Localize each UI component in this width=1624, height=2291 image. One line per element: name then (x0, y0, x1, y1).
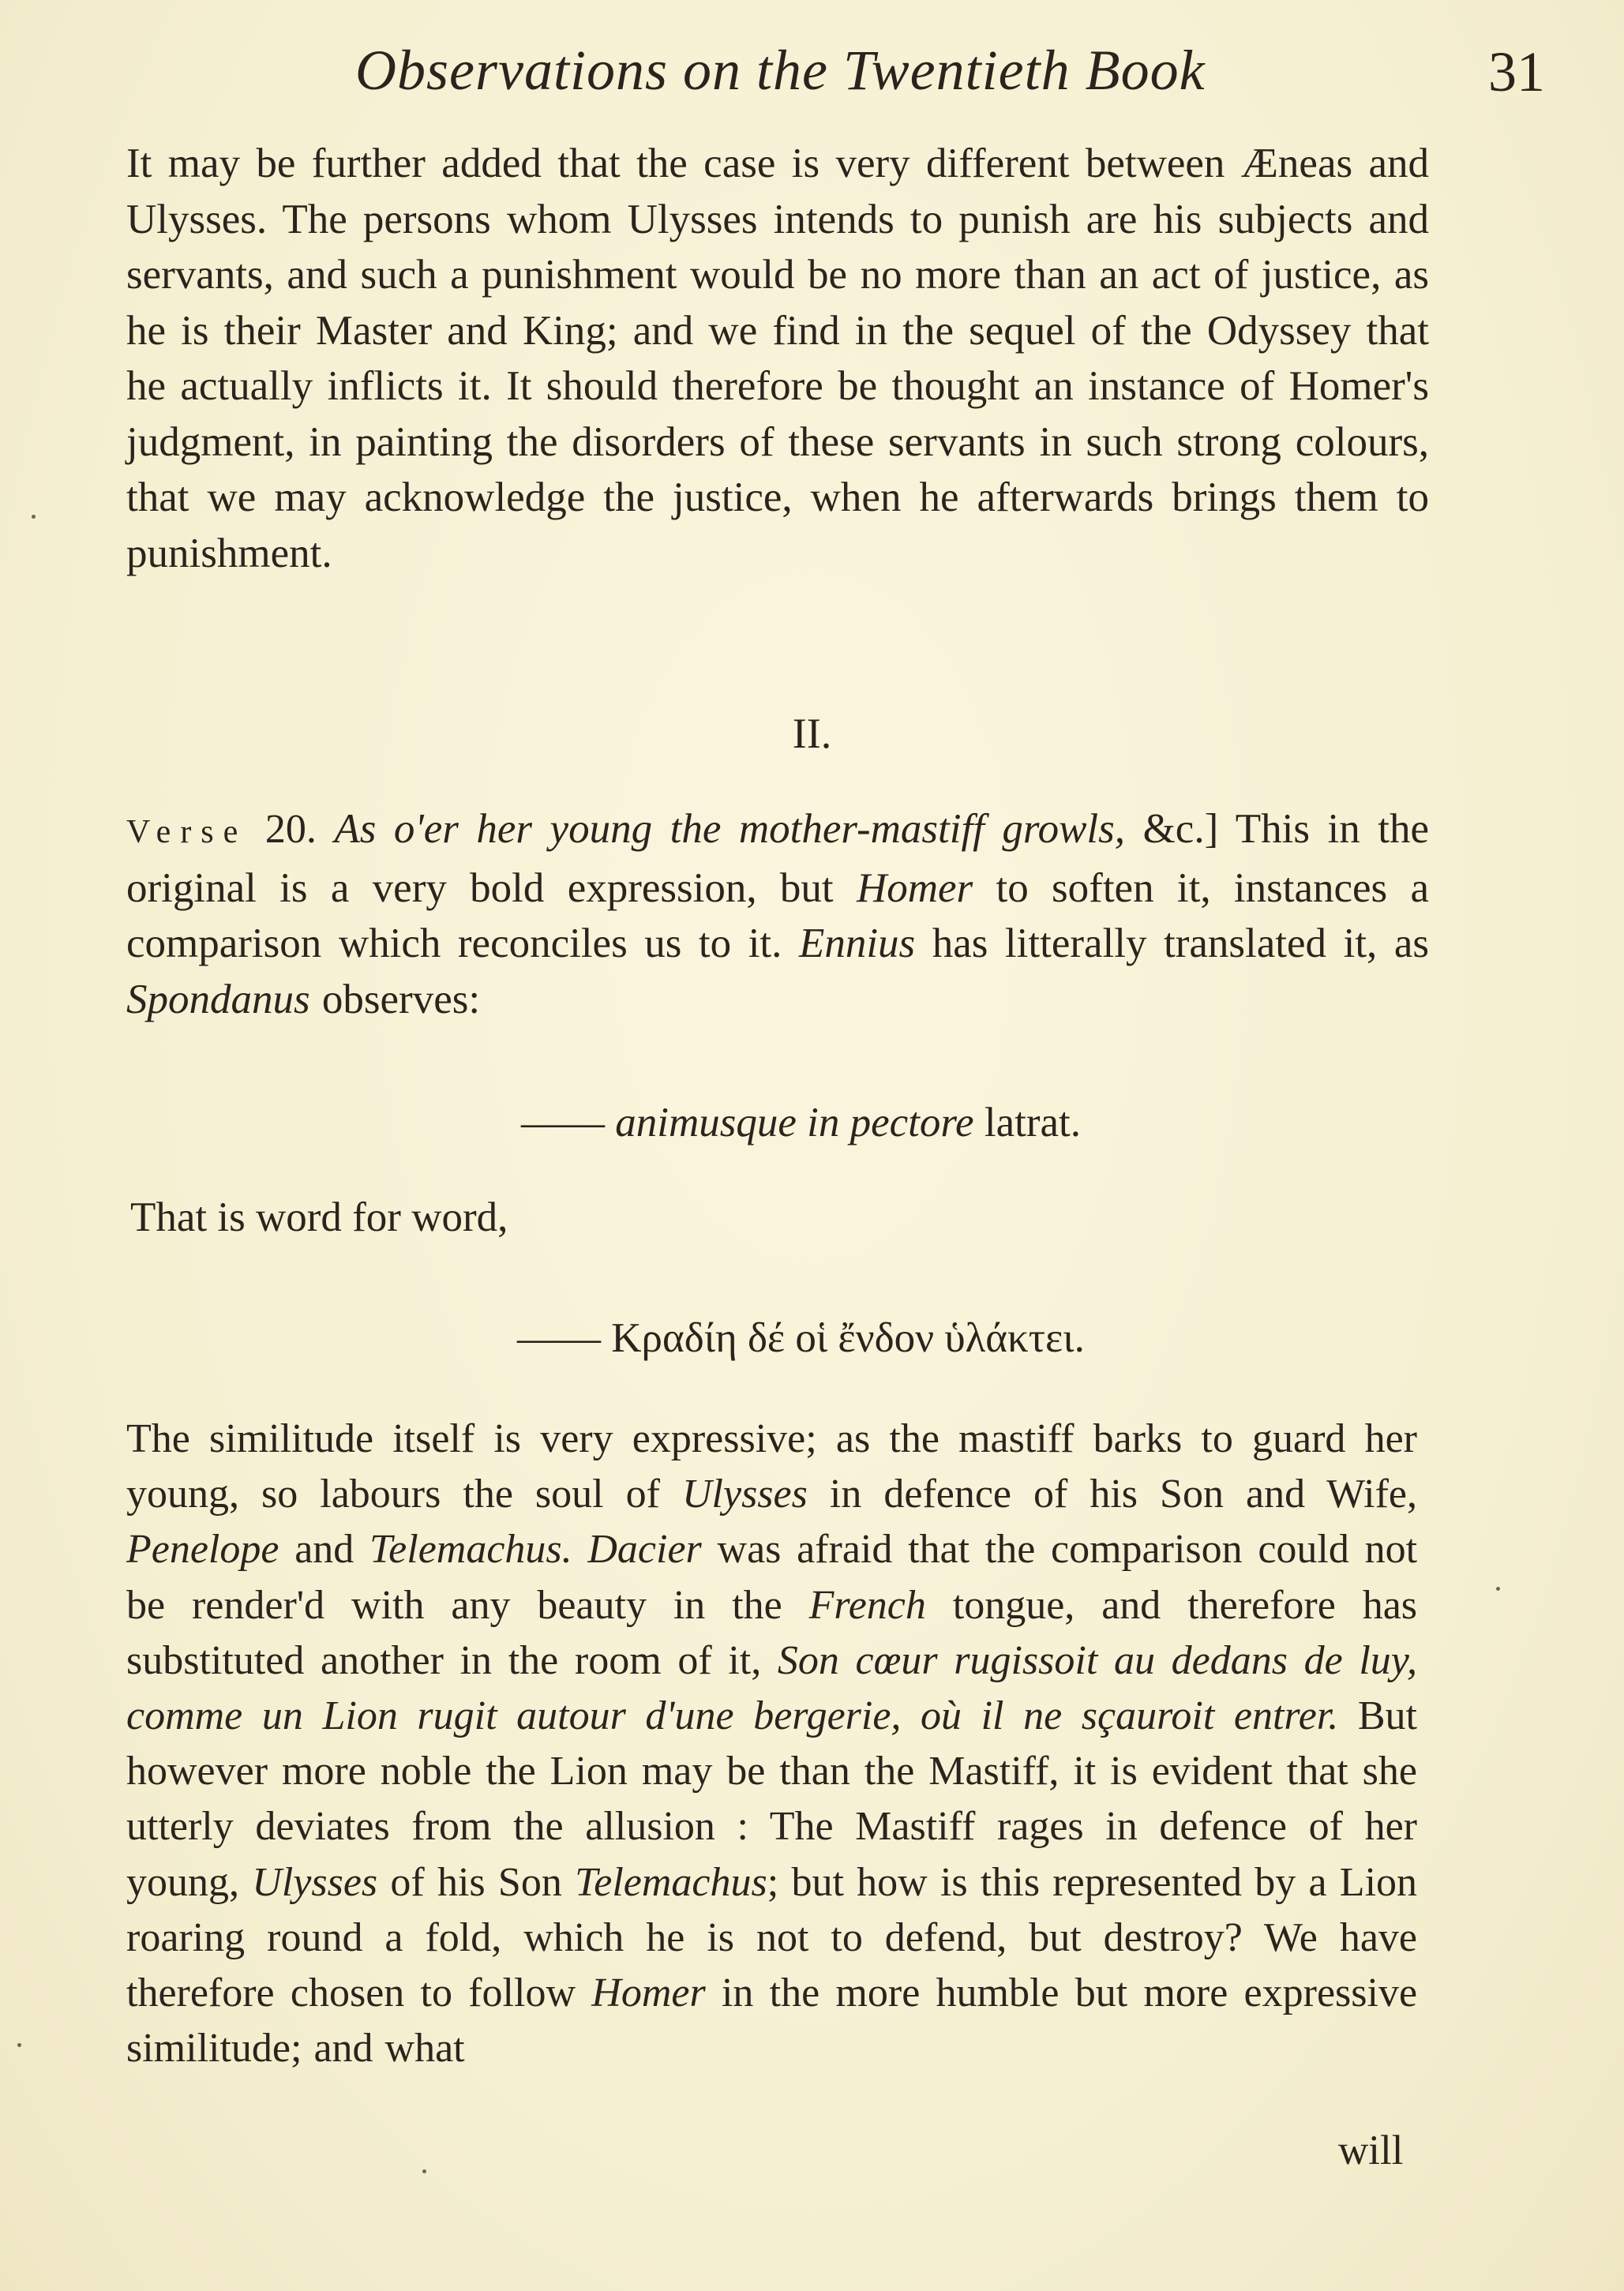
similitude-text-3: and (294, 1527, 354, 1573)
name-homer-2: Homer (591, 1970, 706, 2016)
name-dacier: Dacier (587, 1527, 702, 1573)
latin-roman: latrat. (984, 1100, 1081, 1146)
similitude-text-1: The similitude itself is very expressive; as the mastiff barks to guard her young, so labours the soul of (126, 1416, 1417, 1517)
similitude-text-2: in defence of his Son and Wife, (829, 1472, 1418, 1517)
word-french: French (808, 1582, 926, 1628)
name-spondanus: Spondanus (126, 976, 310, 1022)
note-text-4: observes: (321, 976, 481, 1022)
similitude-text-7: of his Son (390, 1859, 562, 1905)
section-number: II. (792, 710, 832, 757)
similitude-text-5: tongue, and therefore has substituted another in the room of it, (126, 1582, 1418, 1683)
name-ennius: Ennius (798, 921, 916, 966)
page-header (0, 32, 1624, 118)
latin-dash: —— (521, 1100, 605, 1146)
latin-quotation (521, 1099, 1081, 1146)
note-paragraph (126, 801, 1429, 1027)
similitude-text-4: was afraid that the comparison could not be render'd with any beauty in the (126, 1527, 1418, 1628)
note-text-3: has litterally translated it, as (932, 921, 1429, 966)
running-title: Observations on the Twentieth Book (355, 39, 1206, 102)
page-number: 31 (1488, 40, 1545, 103)
similitude-paragraph (126, 1412, 1417, 2076)
paragraph-intro (126, 136, 1429, 581)
paper-speck (1496, 1587, 1500, 1591)
catchword: will (1338, 2128, 1404, 2173)
similitude-text-6: But however more noble the Lion may be than the Mastiff, it is evident that she utterly deviates from the allusion : The Mastiff rages in defence of her young, (126, 1693, 1417, 1905)
verse-lemma-end: &c.] (1142, 806, 1219, 852)
word-for-word-line: That is word for word, (130, 1194, 508, 1240)
verse-lemma: As o'er her young the mother-mastiff growls, (334, 806, 1126, 852)
name-telemachus: Telemachus. (369, 1527, 572, 1573)
name-ulysses: Ulysses (681, 1472, 808, 1517)
similitude-text-9: in the more humble but more expressive similitude; and what (126, 1970, 1418, 2072)
latin-italic: animusque in pectore (615, 1100, 974, 1146)
french-quotation: Son cœur rugissoit au dedans de luy, comme un Lion rugit autour d'une bergerie, où il ne sçauroit entrer. (126, 1637, 1417, 1739)
paper-speck (17, 2043, 21, 2047)
name-ulysses-2: Ulysses (252, 1859, 378, 1905)
greek-quotation: —— Κραδίη δέ οἱ ἔνδον ὑλάκτει. (517, 1315, 1085, 1361)
name-penelope: Penelope (126, 1527, 279, 1573)
paragraph-intro-text: It may be further added that the case is very different between Æneas and Ulysses. The persons whom Ulysses intends to punish are his subjects and servants, and such a punishment would be no more than an act of justice, as he is their Master and King; and we find in the sequel of the Odyssey that he actually inflicts it. It should therefore be thought an instance of Homer's judgment, in painting the disorders of these servants in such strong colours, that we may acknowledge the justice, when he afterwards brings them to punishment. (126, 141, 1429, 576)
similitude-text-8: ; but how is this represented by a Lion roaring round a fold, which he is not to defend, but destroy? We have therefore chosen to follow (126, 1859, 1418, 2016)
name-telemachus-2: Telemachus (575, 1859, 767, 1905)
paper-speck (32, 515, 36, 519)
verse-label: Verse (126, 814, 248, 850)
note-text-1: This in the original is a very bold expression, but (126, 806, 1430, 911)
paper-speck (422, 2169, 426, 2173)
note-text-2: to soften it, instances a comparison which reconciles us to it. (126, 864, 1430, 966)
name-homer: Homer (856, 864, 973, 911)
verse-number: 20. (264, 807, 317, 852)
